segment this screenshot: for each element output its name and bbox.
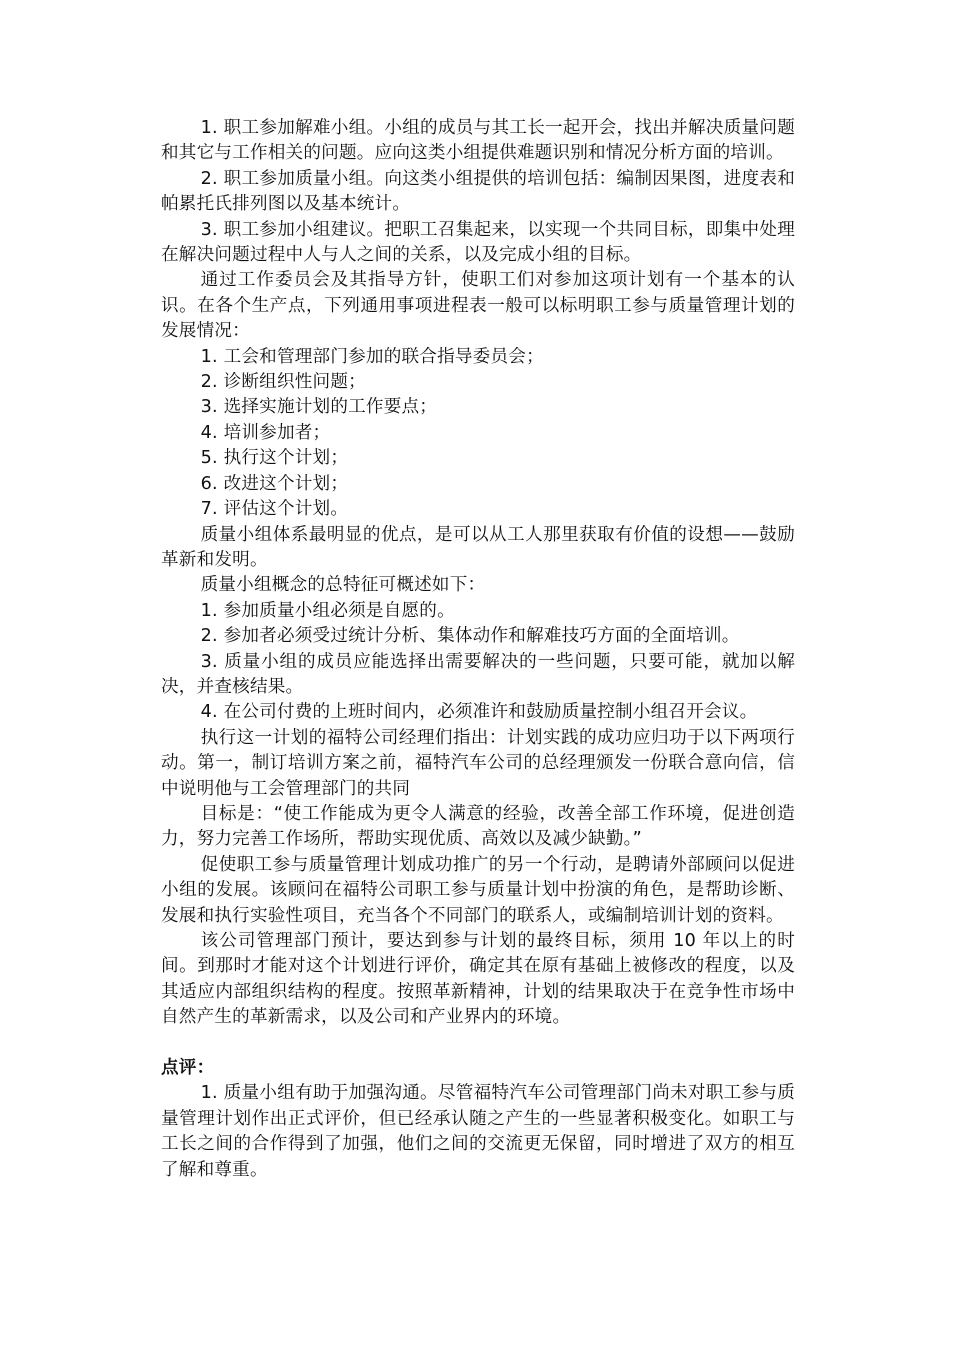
features-list [161,599,795,726]
participation-type-2: 2. 职工参加质量小组。向这类小组提供的培训包括：编制因果图，进度表和帕累托氏排列图以及基本统计。 [161,168,795,215]
feature-item: 4. 在公司付费的上班时间内，必须准许和鼓励质量控制小组召开会议。 [200,702,758,723]
consultant-paragraph: 促使职工参与质量管理计划成功推广的另一个行动，是聘请外部顾问以促进小组的发展。该顾问在福特公司职工参与质量计划中扮演的角色，是帮助诊断、发展和执行实验性项目，充当各个不同部门的联系人，或编制培训计划的资料。 [161,854,795,926]
feature-item: 1. 参加质量小组必须是自愿的。 [200,600,455,621]
process-step: 4. 培训参加者； [200,422,331,443]
ford-managers-paragraph: 执行这一计划的福特公司经理们指出：计划实践的成功应归功于以下两项行动。第一，制订培训方案之前，福特汽车公司的总经理颁发一份联合意向信，信中说明他与工会管理部门的共同 [161,727,795,799]
features-intro: 质量小组概念的总特征可概述如下： [200,575,486,596]
advantage-paragraph: 质量小组体系最明显的优点，是可以从工人那里获取有价值的设想——鼓励革新和发明。 [161,524,795,570]
process-step: 2. 诊断组织性问题； [200,372,366,393]
process-steps-list [161,345,795,523]
committee-paragraph: 通过工作委员会及其指导方针，使职工们对参加这项计划有一个基本的认识。在各个生产点，下列通用事项进程表一般可以标明职工参与质量管理计划的发展情况： [161,270,795,342]
goal-quote-paragraph: 目标是：“使工作能成为更令人满意的经验，改善全部工作环境，促进创造力，努力完善工作场所，帮助实现优质、高效以及减少缺勤。” [161,803,795,850]
comment-item: 1. 质量小组有助于加强沟通。尽管福特汽车公司管理部门尚未对职工参与质量管理计划作出正式评价，但已经承认随之产生的一些显著积极变化。如职工与工长之间的合作得到了加强，他们之间的交流更无保留，同时增进了双方的相互了解和尊重。 [161,1083,795,1180]
process-step: 5. 执行这个计划； [200,448,349,469]
feature-item: 3. 质量小组的成员应能选择出需要解决的一些问题，只要可能，就加以解决，并查核结果。 [161,651,795,697]
document-body [161,116,795,1183]
comment-heading: 点评： [161,1058,215,1079]
feature-item: 2. 参加者必须受过统计分析、集体动作和解难技巧方面的全面培训。 [200,626,740,647]
participation-type-1: 1. 职工参加解难小组。小组的成员与其工长一起开会，找出并解决质量问题和其它与工作相关的问题。应向这类小组提供难题识别和情况分析方面的培训。 [161,118,795,164]
process-step: 3. 选择实施计划的工作要点； [200,397,438,418]
process-step: 6. 改进这个计划； [200,473,349,494]
section-spacer [161,1031,795,1056]
evaluation-paragraph: 该公司管理部门预计，要达到参与计划的最终目标，须用 10 年以上的时间。到那时才能对这个计划进行评价，确定其在原有基础上被修改的程度，以及其适应内部组织结构的程度。按照革新精神，计划的结果取决于在竞争性市场中自然产生的革新需求，以及公司和产业界内的环境。 [161,931,795,1028]
participation-type-3: 3. 职工参加小组建议。把职工召集起来，以实现一个共同目标，即集中处理在解决问题过程中人与人之间的关系，以及完成小组的目标。 [161,219,795,266]
process-step: 7. 评估这个计划。 [200,499,349,520]
process-step: 1. 工会和管理部门参加的联合指导委员会； [200,346,544,367]
